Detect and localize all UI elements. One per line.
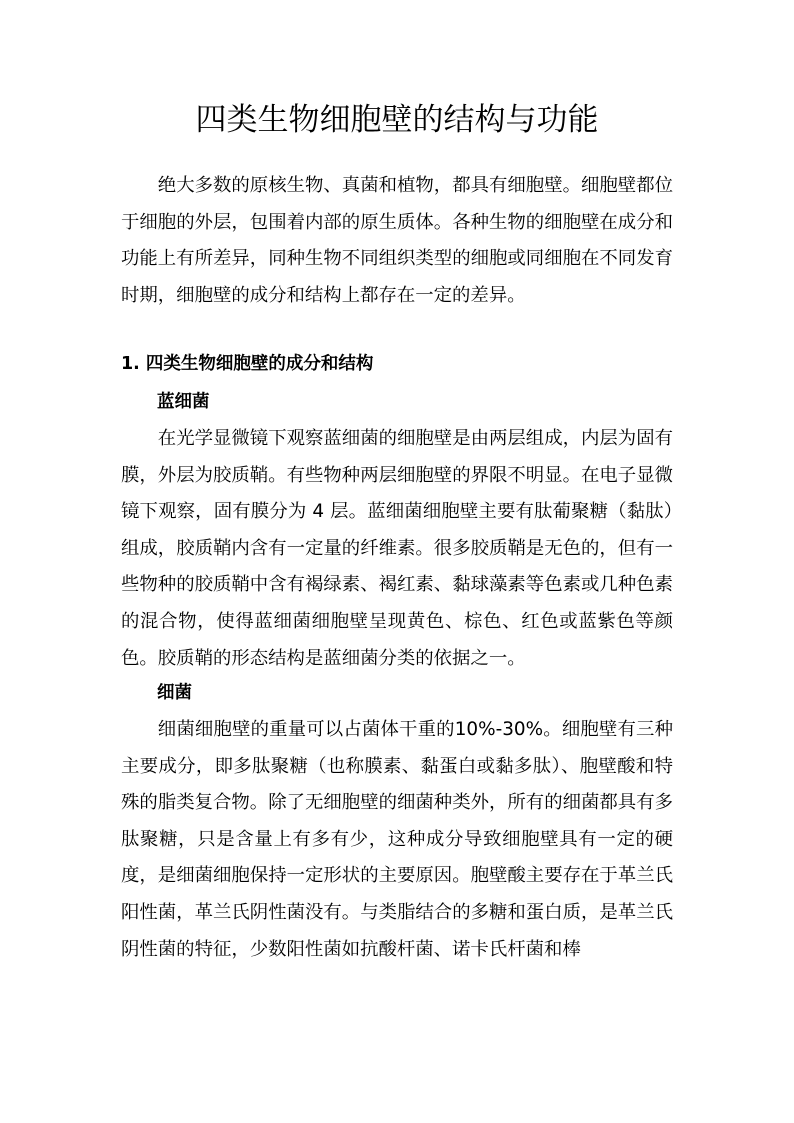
bacteria-heading: 细菌 [157,683,192,703]
section-heading: 1. 四类生物细胞壁的成分和结构 [121,354,374,374]
document-title: 四类生物细胞壁的结构与功能 [195,102,599,138]
intro-paragraph: 绝大多数的原核生物、真菌和植物，都具有细胞壁。细胞壁都位于细胞的外层，包围着内部的原生质体。各种生物的细胞壁在成分和功能上有所差异，同种生物不同组织类型的细胞或同细胞在不同发育时期，细胞壁的成分和结构上都存在一定的差异。 [121,175,673,306]
bacteria-paragraph: 细菌细胞壁的重量可以占菌体干重的10%-30%。细胞壁有三种主要成分，即多肽聚糖（也称膜素、黏蛋白或黏多肽）、胞壁酸和特殊的脂类复合物。除了无细胞壁的细菌种类外，所有的细菌都具有多肽聚糖，只是含量上有多有少，这种成分导致细胞壁具有一定的硬度，是细菌细胞保持一定形状的主要原因。胞壁酸主要存在于革兰氏阳性菌，革兰氏阴性菌没有。与类脂结合的多糖和蛋白质，是革兰氏阴性菌的特征，少数阳性菌如抗酸杆菌、诺卡氏杆菌和棒 [121,719,673,960]
cyanobacteria-paragraph: 在光学显微镜下观察蓝细菌的细胞壁是由两层组成，内层为固有膜，外层为胶质鞘。有些物种两层细胞壁的界限不明显。在电子显微镜下观察，固有膜分为 4 层。蓝细菌细胞壁主要有肽葡聚糖（黏肽）组成，胶质鞘内含有一定量的纤维素。很多胶质鞘是无色的，但有一些物种的胶质鞘中含有褐绿素、褐红素、黏球藻素等色素或几种色素的混合物，使得蓝细菌细胞壁呈现黄色、棕色、红色或蓝紫色等颜色。胶质鞘的形态结构是蓝细菌分类的依据之一。 [121,428,673,669]
cyanobacteria-heading: 蓝细菌 [157,392,210,412]
